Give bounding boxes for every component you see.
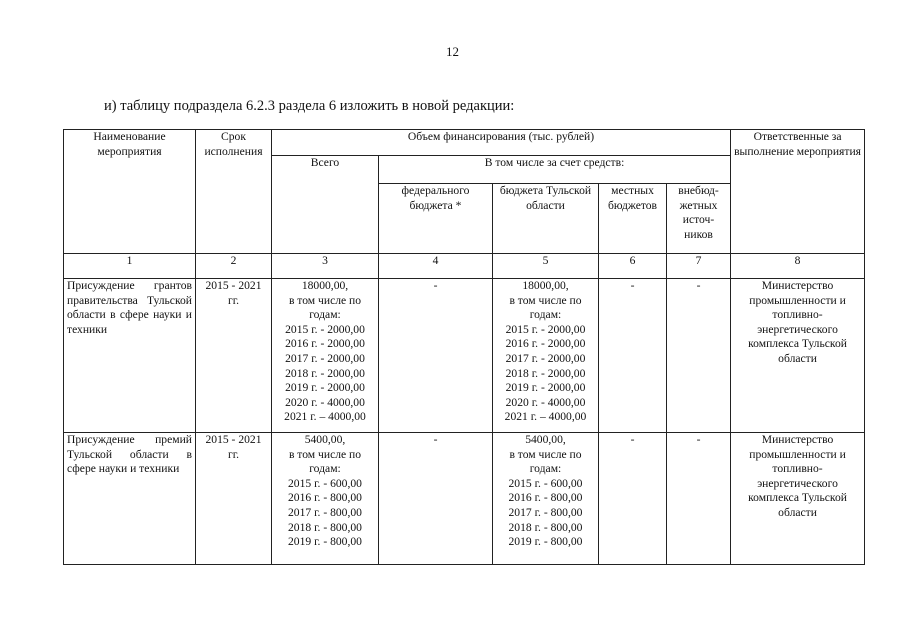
financing-table bbox=[63, 129, 865, 565]
responsible: Министерство промышленности и топливно-энергетического комплекса Тульской области bbox=[731, 433, 865, 565]
event-name: Присуждение премий Тульской области в сфере науки и техники bbox=[64, 433, 196, 565]
header-regional: бюджета Тульской области bbox=[493, 184, 599, 254]
event-term: 2015 - 2021 гг. bbox=[196, 279, 272, 433]
header-volume: Объем финансирования (тыс. рублей) bbox=[272, 130, 731, 156]
header-responsible: Ответственные за выполнение мероприятия bbox=[731, 130, 865, 254]
intro-text: и) таблицу подраздела 6.2.3 раздела 6 изложить в новой редакции: bbox=[104, 98, 515, 114]
column-number: 6 bbox=[599, 254, 667, 279]
page-number: 12 bbox=[446, 44, 459, 59]
local-amount: - bbox=[599, 279, 667, 433]
total-amount: 18000,00, в том числе по годам: 2015 г. - 2000,00 2016 г. - 2000,00 2017 г. - 2000,00 2018 г. - 2000,00 2019 г. - 2000,00 2020 г. - 4000,00 2021 г. – 4000,00 bbox=[272, 279, 379, 433]
extra-amount: - bbox=[667, 433, 731, 565]
header-including: В том числе за счет средств: bbox=[379, 156, 731, 184]
extra-amount: - bbox=[667, 279, 731, 433]
column-number: 7 bbox=[667, 254, 731, 279]
header-extra: внебюд-жетных источ-ников bbox=[667, 184, 731, 254]
regional-amount: 5400,00, в том числе по годам: 2015 г. - 600,00 2016 г. - 800,00 2017 г. - 800,00 2018 г. - 800,00 2019 г. - 800,00 bbox=[493, 433, 599, 565]
event-name: Присуждение грантов правительства Тульской области в сфере науки и техники bbox=[64, 279, 196, 433]
federal-amount: - bbox=[379, 279, 493, 433]
table-row bbox=[64, 433, 865, 565]
header-total: Всего bbox=[272, 156, 379, 254]
column-number: 4 bbox=[379, 254, 493, 279]
table-row bbox=[64, 279, 865, 433]
column-number: 3 bbox=[272, 254, 379, 279]
regional-amount: 18000,00, в том числе по годам: 2015 г. - 2000,00 2016 г. - 2000,00 2017 г. - 2000,00 2018 г. - 2000,00 2019 г. - 2000,00 2020 г. - 4000,00 2021 г. – 4000,00 bbox=[493, 279, 599, 433]
responsible: Министерство промышленности и топливно-энергетического комплекса Тульской области bbox=[731, 279, 865, 433]
header-term: Срок исполнения bbox=[196, 130, 272, 254]
column-number: 1 bbox=[64, 254, 196, 279]
column-number: 2 bbox=[196, 254, 272, 279]
local-amount: - bbox=[599, 433, 667, 565]
federal-amount: - bbox=[379, 433, 493, 565]
column-number: 5 bbox=[493, 254, 599, 279]
header-federal: федерального бюджета * bbox=[379, 184, 493, 254]
header-local: местных бюджетов bbox=[599, 184, 667, 254]
header-name: Наименование мероприятия bbox=[64, 130, 196, 254]
total-amount: 5400,00, в том числе по годам: 2015 г. - 600,00 2016 г. - 800,00 2017 г. - 800,00 2018 г. - 800,00 2019 г. - 800,00 bbox=[272, 433, 379, 565]
column-number: 8 bbox=[731, 254, 865, 279]
event-term: 2015 - 2021 гг. bbox=[196, 433, 272, 565]
